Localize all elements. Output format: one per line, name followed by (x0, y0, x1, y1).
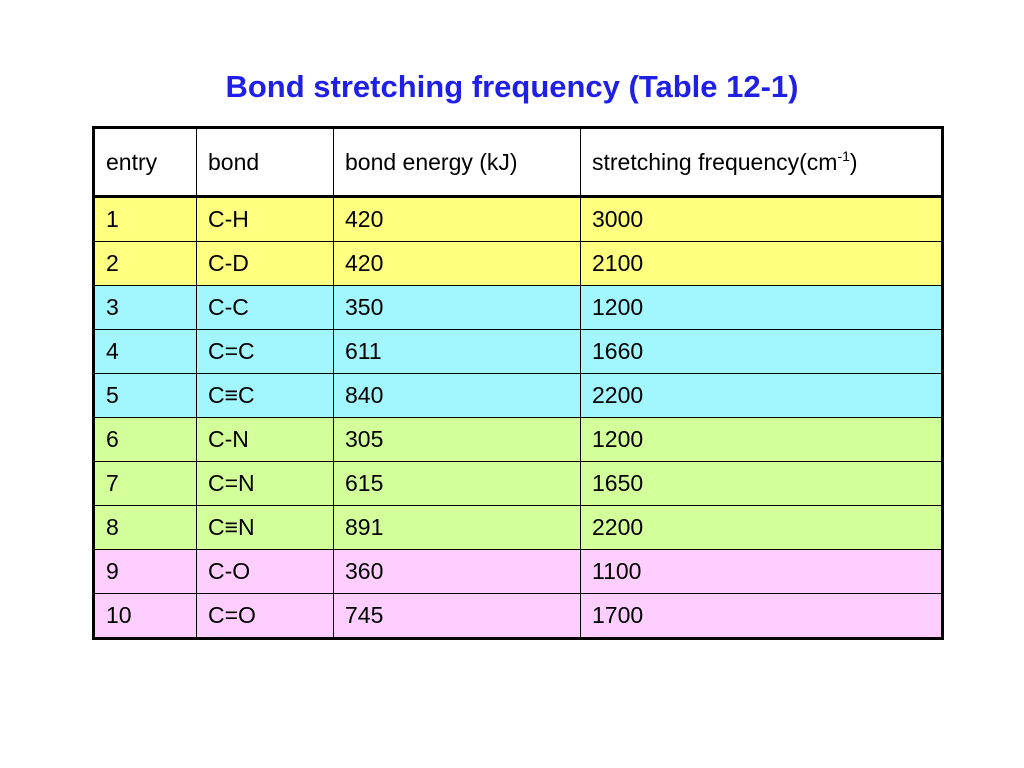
page-title: Bond stretching frequency (Table 12-1) (225, 69, 799, 104)
header-bond: bond (197, 128, 334, 197)
cell-bond: C-N (197, 418, 334, 462)
table-row (94, 506, 943, 550)
header-unit-superscript: -1 (837, 147, 850, 164)
cell-bond: C-H (197, 197, 334, 242)
table-row (94, 418, 943, 462)
cell-entry: 2 (94, 242, 197, 286)
cell-bond-energy: 891 (334, 506, 581, 550)
table-row (94, 330, 943, 374)
cell-bond-energy: 420 (334, 197, 581, 242)
cell-bond: C-D (197, 242, 334, 286)
cell-bond-energy: 350 (334, 286, 581, 330)
cell-bond: C=O (197, 594, 334, 639)
table-row (94, 197, 943, 242)
cell-bond: C-O (197, 550, 334, 594)
cell-stretching-frequency: 3000 (581, 197, 943, 242)
cell-stretching-frequency: 1200 (581, 418, 943, 462)
cell-entry: 8 (94, 506, 197, 550)
cell-bond-energy: 745 (334, 594, 581, 639)
cell-bond: C=N (197, 462, 334, 506)
cell-bond-energy: 615 (334, 462, 581, 506)
header-bond-energy: bond energy (kJ) (334, 128, 581, 197)
cell-bond: C≡C (197, 374, 334, 418)
header-entry: entry (94, 128, 197, 197)
header-stretching-frequency-close: ) (849, 148, 858, 175)
cell-entry: 10 (94, 594, 197, 639)
cell-entry: 1 (94, 197, 197, 242)
table-row (94, 550, 943, 594)
table-header-row (94, 128, 943, 197)
table-row (94, 594, 943, 639)
cell-stretching-frequency: 2200 (581, 506, 943, 550)
cell-entry: 7 (94, 462, 197, 506)
cell-entry: 9 (94, 550, 197, 594)
cell-entry: 3 (94, 286, 197, 330)
header-stretching-frequency-text: stretching frequency(cm (592, 148, 838, 175)
header-stretching-frequency (581, 128, 943, 197)
cell-stretching-frequency: 1700 (581, 594, 943, 639)
cell-stretching-frequency: 1660 (581, 330, 943, 374)
cell-entry: 5 (94, 374, 197, 418)
cell-bond: C=C (197, 330, 334, 374)
cell-stretching-frequency: 1650 (581, 462, 943, 506)
cell-stretching-frequency: 1100 (581, 550, 943, 594)
cell-bond: C≡N (197, 506, 334, 550)
cell-stretching-frequency: 2100 (581, 242, 943, 286)
cell-stretching-frequency: 1200 (581, 286, 943, 330)
cell-entry: 6 (94, 418, 197, 462)
table-row (94, 242, 943, 286)
cell-bond-energy: 420 (334, 242, 581, 286)
cell-bond-energy: 305 (334, 418, 581, 462)
cell-entry: 4 (94, 330, 197, 374)
cell-bond-energy: 611 (334, 330, 581, 374)
cell-bond-energy: 360 (334, 550, 581, 594)
table-row (94, 374, 943, 418)
cell-bond: C-C (197, 286, 334, 330)
table-row (94, 286, 943, 330)
cell-stretching-frequency: 2200 (581, 374, 943, 418)
bond-table (92, 126, 944, 640)
cell-bond-energy: 840 (334, 374, 581, 418)
table-row (94, 462, 943, 506)
